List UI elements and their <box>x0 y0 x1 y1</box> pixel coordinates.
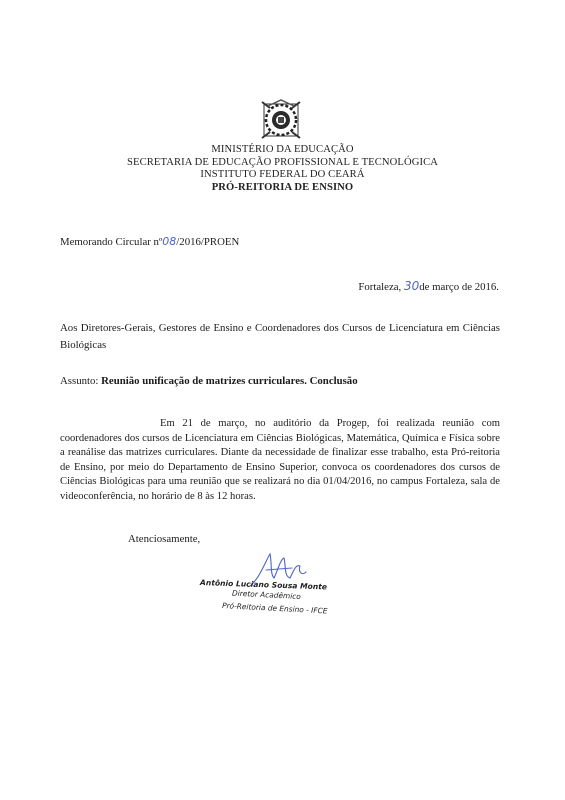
memo-body: Em 21 de março, no auditório da Progep, foi realizada reunião com coordenadores dos cursos de Licenciatura em Ciências Biológicas, Matemática, Química e Física sobre a reanálise das matrizes curriculares. Diante da necessidade de finalizar esse trabalho, esta Pró-reitoria de Ensino, por meio do Departamento de Ensino Superior, convoca os coordenadores dos cursos de Ciências Biológicas para uma reunião que se realizará no dia 01/04/2016, no campus Fortaleza, sala de videoconferência, no horário de 8 às 12 horas. <box>60 418 500 502</box>
date-prefix: Fortaleza, <box>358 281 402 293</box>
memo-suffix: /2016/PROEN <box>176 236 240 248</box>
signature-block <box>200 576 360 615</box>
date-line <box>358 279 499 293</box>
header-institute: INSTITUTO FEDERAL DO CEARÁ <box>200 169 365 180</box>
header-ministry: MINISTÉRIO DA EDUCAÇÃO <box>211 144 354 155</box>
subject-text: Reunião unificação de matrizes curriculares. Conclusão <box>101 375 358 387</box>
date-suffix: de março de 2016. <box>419 281 499 293</box>
memo-number-handwritten: 08 <box>162 235 177 248</box>
memo-prefix: Memorando Circular nº <box>60 236 163 248</box>
header-department: PRÓ-REITORIA DE ENSINO <box>211 181 354 193</box>
closing: Atenciosamente, <box>128 533 201 545</box>
subject-line <box>60 375 358 387</box>
coat-of-arms-icon <box>258 98 304 142</box>
memo-number-line <box>60 235 239 248</box>
signatory-role: Diretor Acadêmico <box>231 588 302 602</box>
subject-label: Assunto: <box>60 375 99 387</box>
recipients: Aos Diretores-Gerais, Gestores de Ensino e Coordenadores dos Cursos de Licenciatura em Ciências Biológicas <box>60 322 500 351</box>
signatory-department: Pró-Reitoria de Ensino - IFCE <box>221 600 328 616</box>
header-secretariat: SECRETARIA DE EDUCAÇÃO PROFISSIONAL E TECNOLÓGICA <box>127 156 438 168</box>
signatory-name: Antônio Luciano Sousa Monte <box>199 578 328 592</box>
date-day-handwritten: 30 <box>403 279 420 293</box>
letterhead <box>0 144 565 194</box>
